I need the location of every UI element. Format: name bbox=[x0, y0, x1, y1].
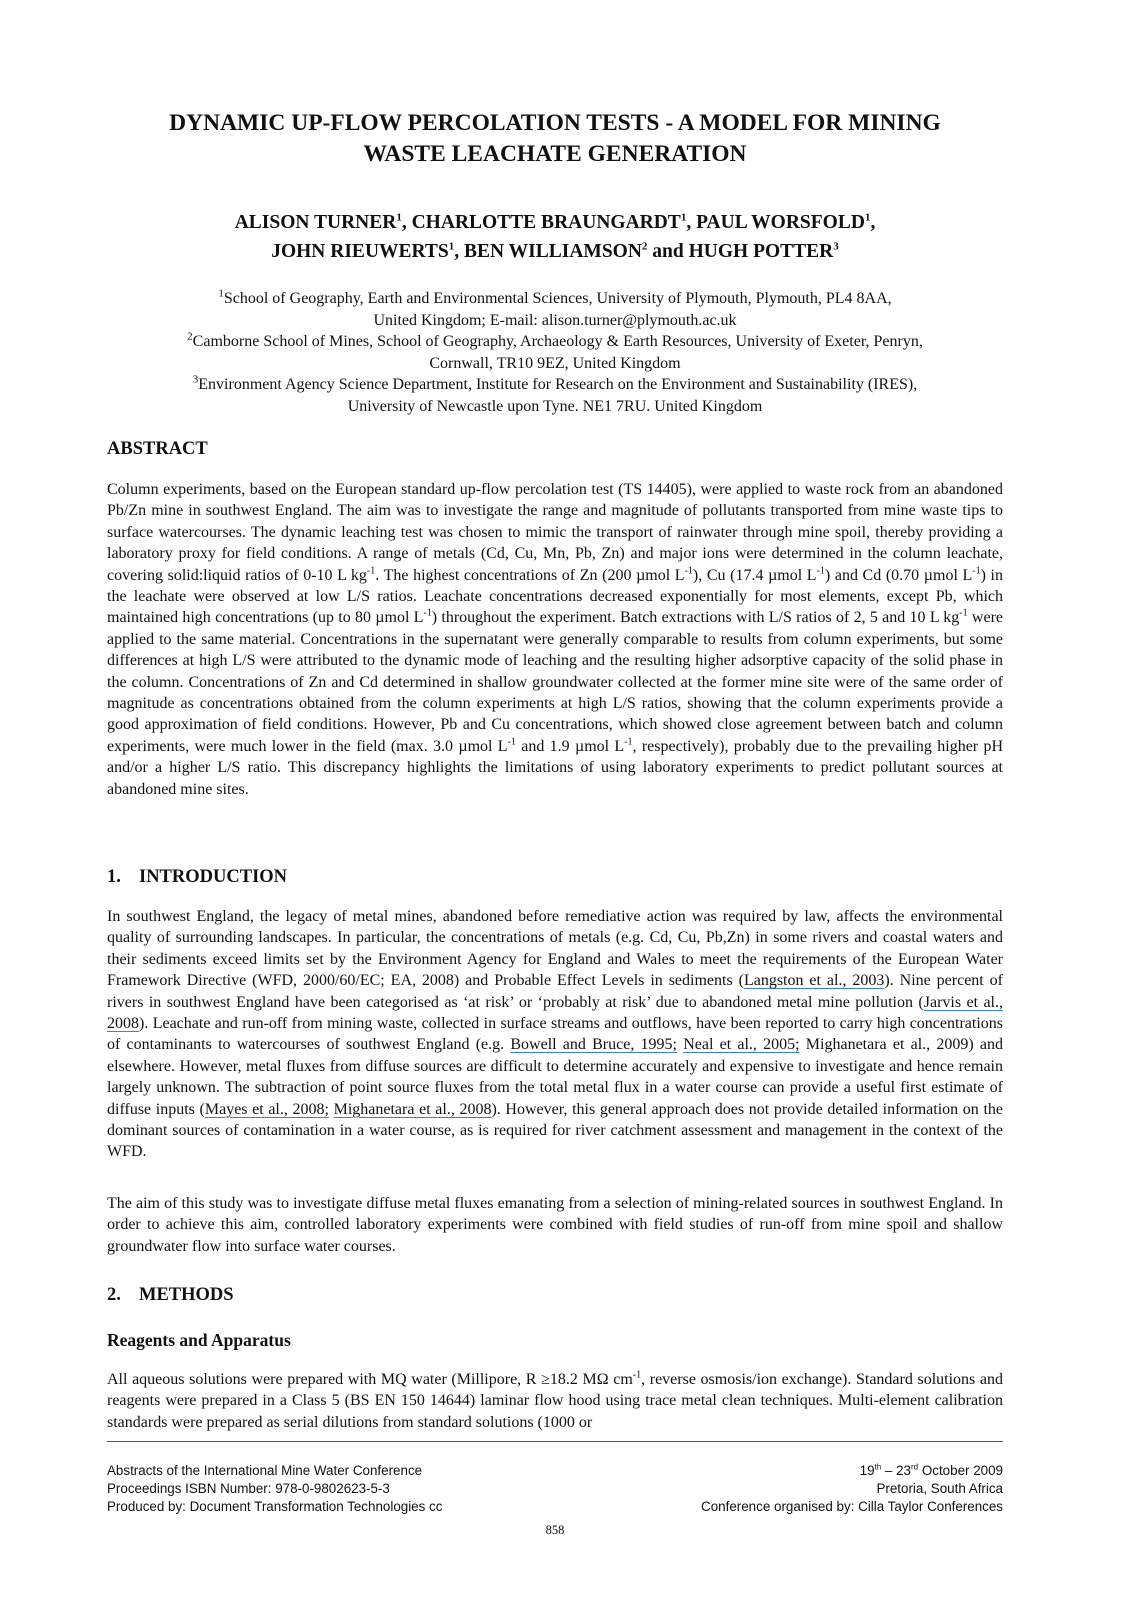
body-text: In southwest England, the legacy of metal mines, abandoned before remediative action was required by law, affects the environmental quality of surrounding landscapes. In particular, the concentrations of metals (e.g. Cd, Cu, Pb,Zn) in some rivers and coastal waters and their sediments exceed limits set by the Environment Agency for England and Wales to meet the requirements of the European Water Framework Directive (WFD, 2000/60/EC; EA, 2008) and Probable Effect Levels in sediments ( bbox=[107, 908, 1003, 990]
citation-link[interactable]: Mayes et al., 2008; bbox=[204, 1100, 329, 1118]
body-text: Mighanetara et al., 2009) and elsewhere. However, metal fluxes from diffuse sources are difficult to determine accurately and expensive to investigate and hence remain largely unknown. The subtraction of point source fluxes from the total metal flux in a water course can provide a useful first estimate of diffuse inputs ( bbox=[107, 1036, 1004, 1118]
affiliation-text: School of Geography, Earth and Environmental Sciences, University of Plymouth, Plymouth, PL4 8AA, bbox=[223, 290, 892, 307]
section-number: 2. bbox=[107, 1285, 121, 1305]
affiliation-1-line-1 bbox=[107, 288, 1003, 310]
affiliation-3-line-1 bbox=[107, 374, 1003, 396]
affiliation-2-line-1 bbox=[107, 331, 1003, 353]
author-line-1 bbox=[107, 208, 1003, 237]
affiliation-marker: 1 bbox=[864, 211, 871, 224]
affiliation-marker: 1 bbox=[396, 211, 402, 224]
author-line-2 bbox=[107, 237, 1003, 266]
body-text: , reverse osmosis/ion exchange). Standard solutions and reagents were prepared in a Class 5 (BS EN 150 14644) laminar flow hood using trace metal clean techniques. Multi-element calibration standards were prepared as serial dilutions from standard solutions (1000 or bbox=[107, 1371, 1003, 1431]
footer-date-text: October 2009 bbox=[918, 1463, 1003, 1478]
affiliation-marker: 1 bbox=[218, 287, 224, 300]
abstract-text: ) and Cd (0.70 µmol L bbox=[824, 566, 973, 584]
footer-date-text: – 23 bbox=[881, 1463, 911, 1478]
author-name: JOHN RIEUWERTS bbox=[271, 241, 449, 262]
footer-organiser: Conference organised by: Cilla Taylor Conferences bbox=[701, 1499, 1003, 1514]
reagents-subheading: Reagents and Apparatus bbox=[107, 1330, 291, 1350]
footer-date-text: 19 bbox=[859, 1463, 875, 1478]
citation-link[interactable]: Bowell and Bruce, 1995; bbox=[510, 1036, 677, 1054]
superscript: -1 bbox=[423, 608, 432, 620]
introduction-paragraph-2: The aim of this study was to investigate diffuse metal fluxes emanating from a selection of mining-related sources in southwest England. In order to achieve this aim, controlled laboratory experiments were combined with field studies of run-off from mine spoil and shallow groundwater flow into surface water courses. bbox=[107, 1195, 1003, 1255]
superscript: -1 bbox=[624, 736, 633, 748]
affiliation-text: Camborne School of Mines, School of Geography, Archaeology & Earth Resources, University of Exeter, Penryn, bbox=[192, 333, 923, 351]
title-line-2: WASTE LEACHATE GENERATION bbox=[363, 141, 747, 167]
paper-title bbox=[107, 108, 1003, 170]
methods-heading bbox=[107, 1284, 234, 1306]
affiliation-1-line-2: United Kingdom; E-mail: alison.turner@plymouth.ac.uk bbox=[373, 311, 737, 329]
methods-paragraph bbox=[107, 1369, 1003, 1433]
citation-link[interactable]: Jarvis et al., 2008 bbox=[107, 993, 1003, 1033]
abstract-text: ) in the leachate were observed at low L/S ratios. Leachate concentrations decreased exponentially for most elements, except Pb, which maintained high concentrations (up to 80 µmol L bbox=[107, 566, 1003, 627]
superscript: -1 bbox=[366, 565, 376, 577]
citation-link[interactable]: Mighanetara et al., 2008 bbox=[333, 1100, 492, 1118]
superscript: rd bbox=[911, 1462, 919, 1472]
paper-page bbox=[107, 0, 1003, 1600]
footer-divider bbox=[107, 1441, 1003, 1442]
abstract-text: ), Cu (17.4 µmol L bbox=[692, 566, 817, 584]
affiliation-marker: 1 bbox=[680, 211, 687, 224]
footer-left bbox=[107, 1462, 442, 1516]
abstract-paragraph bbox=[107, 479, 1003, 800]
abstract-text: were applied to the same material. Concentrations in the supernatant were generally comparable to results from column experiments, but some differences at high L/S were attributed to the dynamic mode of leaching and the resulting higher adsorptive capacity of the solid phase in the column. Concentrations of Zn and Cd determined in shallow groundwater collected at the former mine site were of the same order of magnitude as concentrations obtained from the column experiments at high L/S ratios, showing that the column experiments provide a good approximation of field conditions. However, Pb and Cu concentrations, which showed close agreement between batch and column experiments, were much lower in the field (max. 3.0 µmol L bbox=[107, 609, 1004, 755]
superscript: -1 bbox=[632, 1369, 642, 1381]
footer-conference: Abstracts of the International Mine Water Conference bbox=[107, 1463, 423, 1478]
superscript: th bbox=[874, 1462, 882, 1472]
affiliation-marker: 1 bbox=[448, 240, 455, 253]
abstract-text: Column experiments, based on the European standard up-flow percolation test (TS 14405), were applied to waste rock from an abandoned Pb/Zn mine in southwest England. The aim was to investigate the range and magnitude of pollutants transported from mine waste tips to surface watercourses. The dynamic leaching test was chosen to mimic the transport of rainwater through mine spoil, thereby providing a laboratory proxy for field conditions. A range of metals (Cd, Cu, Mn, Pb, Zn) and major ions were determined in the column leachate, covering solid:liquid ratios of 0-10 L kg bbox=[107, 481, 1003, 584]
author-name: , PAUL WORSFOLD bbox=[686, 212, 865, 233]
footer-right bbox=[701, 1462, 1003, 1516]
author-name: ALISON TURNER bbox=[234, 212, 397, 233]
affiliation-marker: 2 bbox=[641, 240, 648, 253]
section-title: INTRODUCTION bbox=[139, 867, 288, 887]
author-name: , BEN WILLIAMSON bbox=[454, 241, 642, 262]
abstract-text: ) throughout the experiment. Batch extractions with L/S ratios of 2, 5 and 10 L kg bbox=[431, 609, 960, 627]
superscript: -1 bbox=[507, 736, 516, 748]
author-name: and HUGH POTTER bbox=[647, 241, 834, 262]
affiliations bbox=[107, 288, 1003, 418]
citation-link[interactable]: Neal et al., 2005; bbox=[683, 1036, 800, 1054]
affiliation-text: Environment Agency Science Department, Institute for Research on the Environment and Sustainability (IRES), bbox=[198, 376, 918, 394]
affiliation-marker: 3 bbox=[833, 240, 839, 253]
affiliation-2-line-2: Cornwall, TR10 9EZ, United Kingdom bbox=[429, 354, 681, 372]
body-text: ). Leachate and run-off from mining waste, collected in surface streams and outflows, have been reported to carry high concentrations of contaminants to watercourses of southwest England (e.g. bbox=[107, 1015, 1003, 1054]
abstract-heading: ABSTRACT bbox=[107, 439, 208, 459]
body-text: ). Nine percent of rivers in southwest England have been categorised as ‘at risk’ or ‘probably at risk’ due to abandoned metal mine pollution ( bbox=[107, 972, 1003, 1011]
footer-dates bbox=[701, 1462, 1003, 1480]
superscript: -1 bbox=[684, 565, 693, 577]
author-separator: , bbox=[870, 212, 876, 233]
section-number: 1. bbox=[107, 867, 121, 887]
superscript: -1 bbox=[972, 565, 981, 577]
superscript: -1 bbox=[959, 608, 968, 620]
page-number: 858 bbox=[545, 1523, 565, 1537]
body-text: All aqueous solutions were prepared with MQ water (Millipore, R ≥18.2 MΩ cm bbox=[107, 1371, 633, 1388]
footer-location: Pretoria, South Africa bbox=[876, 1481, 1003, 1496]
superscript: -1 bbox=[816, 565, 825, 577]
author-list bbox=[107, 208, 1003, 266]
footer-producer: Produced by: Document Transformation Technologies cc bbox=[107, 1499, 443, 1514]
footer-isbn: Proceedings ISBN Number: 978-0-9802623-5-3 bbox=[107, 1481, 390, 1496]
affiliation-marker: 3 bbox=[192, 374, 199, 387]
title-line-1: DYNAMIC UP-FLOW PERCOLATION TESTS - A MODEL FOR MINING bbox=[169, 110, 941, 136]
abstract-text: and 1.9 µmol L bbox=[515, 737, 625, 755]
abstract-text: . The highest concentrations of Zn (200 µmol L bbox=[375, 566, 685, 584]
body-text: ). However, this general approach does not provide detailed information on the dominant sources of contamination in a water course, as is required for river catchment assessment and management in the context of the WFD. bbox=[107, 1100, 1003, 1161]
introduction-paragraph-1 bbox=[107, 906, 1003, 1163]
abstract-text: , respectively), probably due to the prevailing higher pH and/or a higher L/S ratio. This discrepancy highlights the limitations of using laboratory experiments to predict pollutant sources at abandoned mine sites. bbox=[107, 737, 1004, 798]
author-name: , CHARLOTTE BRAUNGARDT bbox=[401, 212, 681, 233]
section-title: METHODS bbox=[139, 1285, 234, 1305]
citation-link[interactable]: Langston et al., 2003 bbox=[743, 972, 885, 990]
affiliation-3-line-2: University of Newcastle upon Tyne. NE1 7RU. United Kingdom bbox=[347, 397, 763, 415]
affiliation-marker: 2 bbox=[187, 330, 193, 343]
introduction-heading bbox=[107, 866, 287, 888]
